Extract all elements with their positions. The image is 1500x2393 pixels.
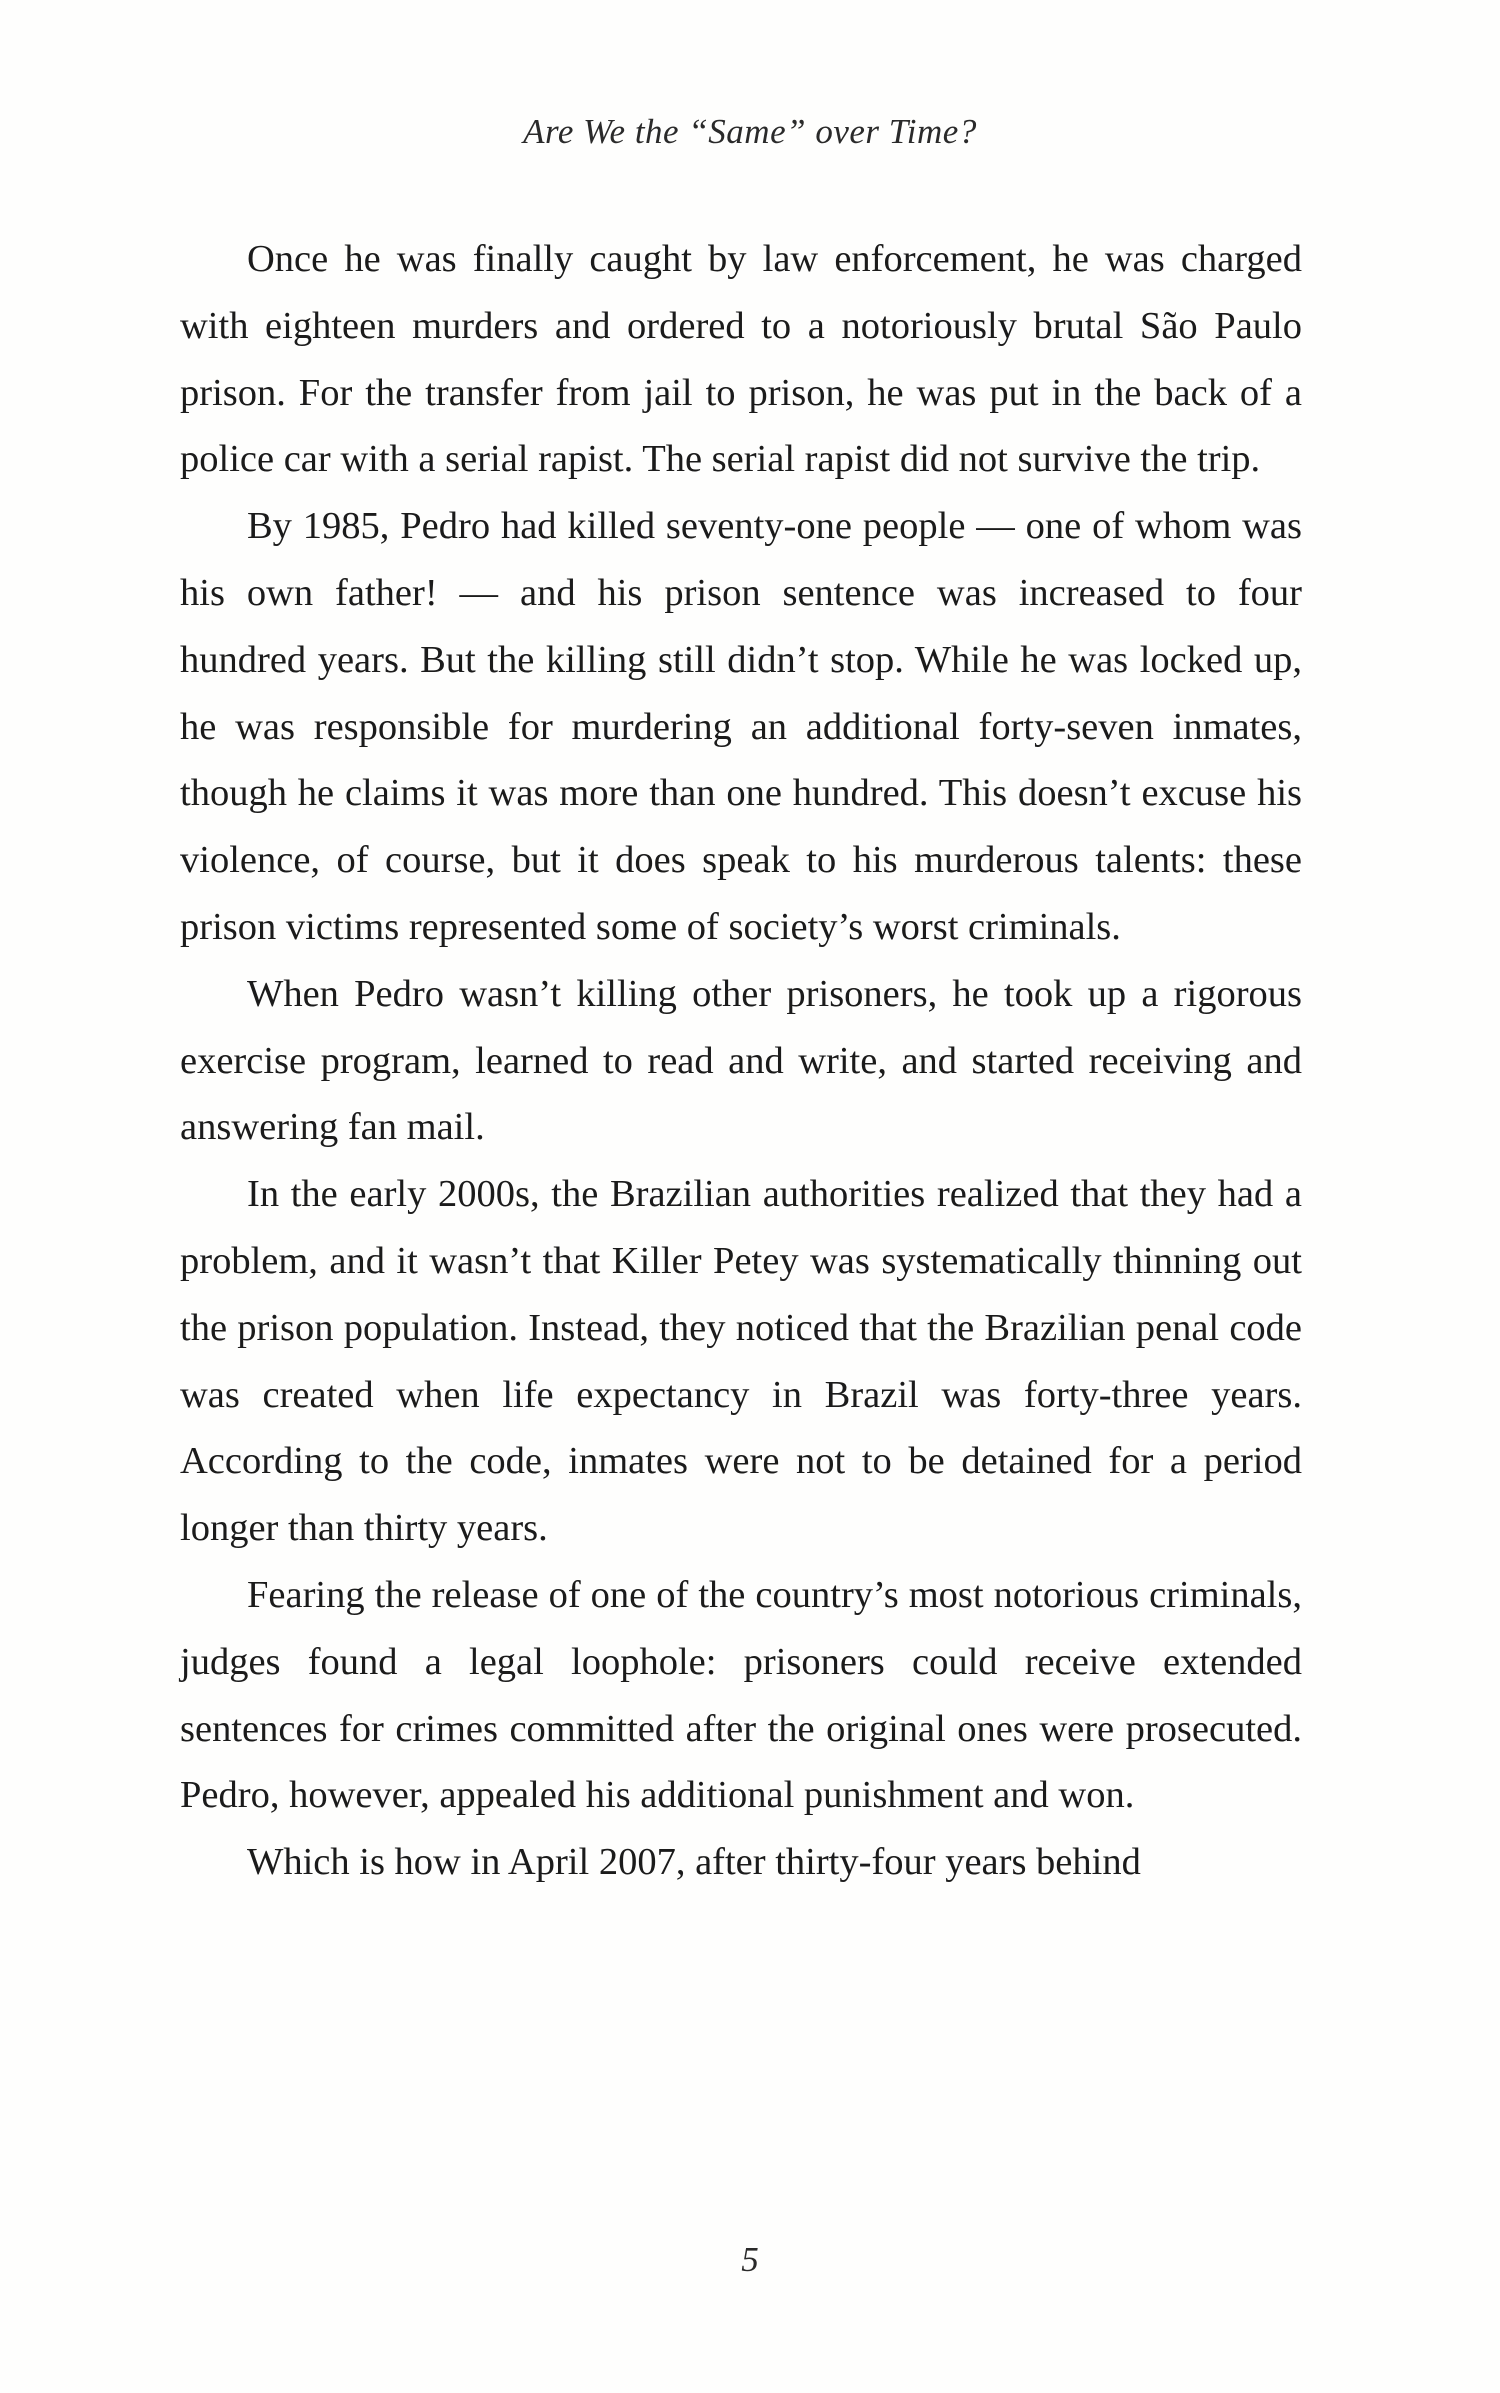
paragraph: Once he was finally caught by law enforcement, he was charged with eighteen murders and ordered to a notoriously brutal São Paulo prison. For the transfer from jail to prison, he was put in the back of a police car with a serial rapist. The serial rapist did not survive the trip. bbox=[180, 238, 1302, 481]
paragraph: Which is how in April 2007, after thirty-four years behind bbox=[247, 1841, 1141, 1884]
paragraph: By 1985, Pedro had killed seventy-one people — one of whom was his own father! — and his prison sentence was increased to four hundred years. But the killing still didn’t stop. While he was locked up, he was responsible for murdering an additional forty-seven inmates, though he claims it was more than one hundred. This doesn’t excuse his violence, of course, but it does speak to his murderous talents: these prison victims represented some of society’s worst criminals. bbox=[180, 505, 1302, 948]
paragraph: When Pedro wasn’t killing other prisoners, he took up a rigorous exercise program, learned to read and write, and started receiving and answering fan mail. bbox=[180, 972, 1302, 1149]
running-head: Are We the “Same” over Time? bbox=[523, 112, 977, 151]
paragraph: In the early 2000s, the Brazilian authorities realized that they had a problem, and it wasn’t that Killer Petey was systematically thinning out the prison population. Instead, they noticed that the Brazilian penal code was created when life expectancy in Brazil was forty-three years. According to the code, inmates were not to be detained for a period longer than thirty years. bbox=[180, 1173, 1302, 1550]
paragraph: Fearing the release of one of the country’s most notorious criminals, judges found a legal loophole: prisoners could receive extended sentences for crimes committed after the original ones were prosecuted. Pedro, however, appealed his additional punishment and won. bbox=[180, 1573, 1302, 1817]
page-number: 5 bbox=[741, 2240, 759, 2279]
body-text bbox=[180, 226, 1302, 1896]
